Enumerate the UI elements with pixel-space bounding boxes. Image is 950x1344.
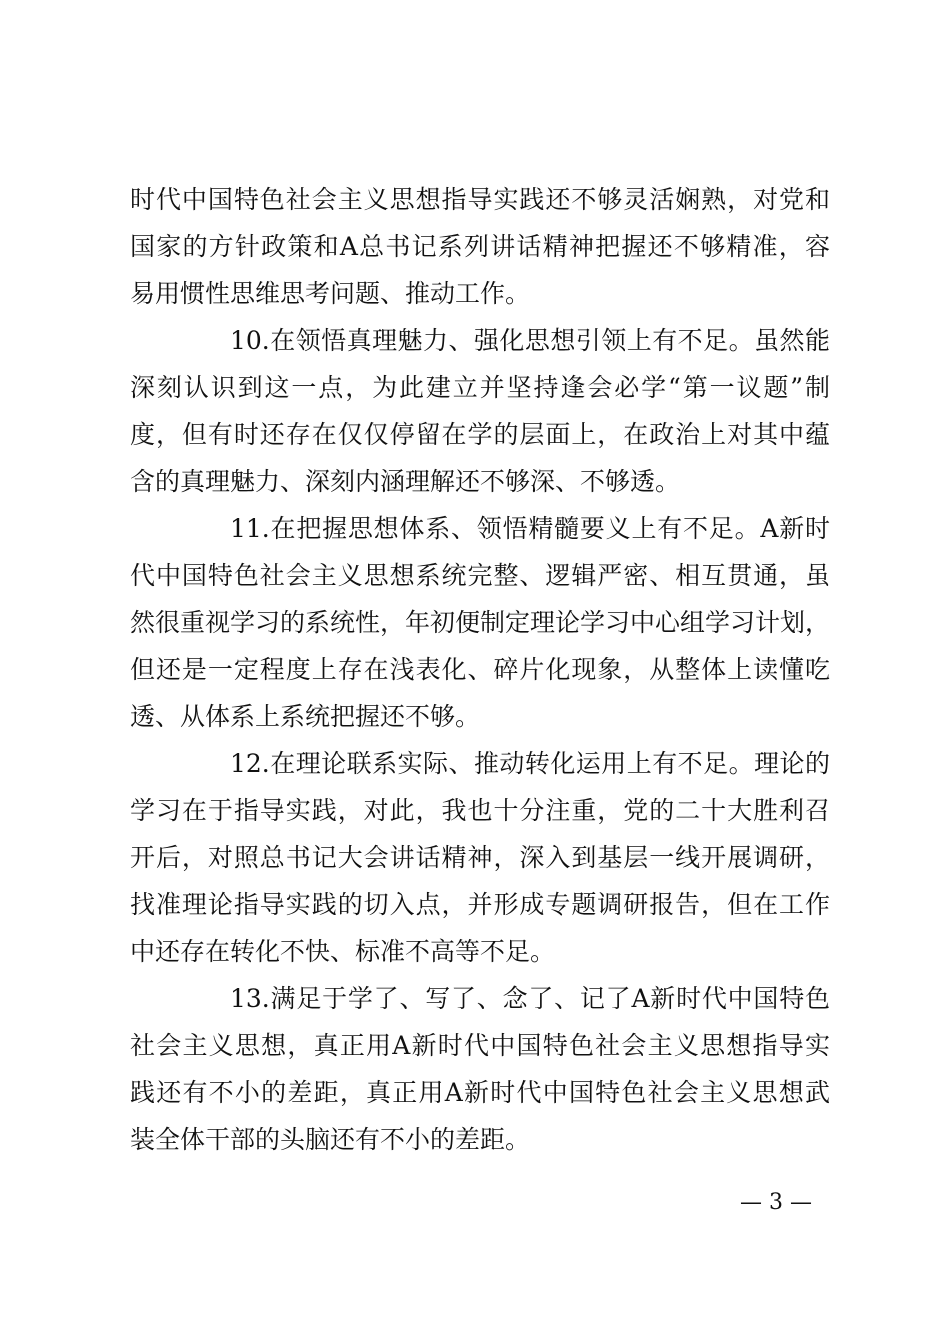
text-line: 然很重视学习的系统性，年初便制定理论学习中心组学习计划， <box>130 608 831 637</box>
text-line: 装全体干部的头脑还有不小的差距。 <box>130 1125 531 1154</box>
text-line: 学习在于指导实践，对此，我也十分注重，党的二十大胜利召 <box>130 796 830 825</box>
text-line: 度，但有时还存在仅仅停留在学的层面上，在政治上对其中蕴 <box>130 420 830 449</box>
text-line: 践还有不小的差距，真正用A新时代中国特色社会主义思想武 <box>130 1078 830 1107</box>
paragraph-heading-line: 13.满足于学了、写了、念了、记了A新时代中国特色 <box>230 984 830 1013</box>
page-number: — 3 — <box>740 1190 812 1215</box>
text-line: 代中国特色社会主义思想系统完整、逻辑严密、相互贯通，虽 <box>130 561 830 590</box>
text-line: 找准理论指导实践的切入点，并形成专题调研报告，但在工作 <box>130 890 830 919</box>
paragraph-heading-line: 11.在把握思想体系、领悟精髓要义上有不足。A新时 <box>230 514 830 543</box>
paragraph-heading-line: 12.在理论联系实际、推动转化运用上有不足。理论的 <box>230 749 830 778</box>
text-line: 国家的方针政策和A总书记系列讲话精神把握还不够精准，容 <box>130 232 830 261</box>
text-line: 易用惯性思维思考问题、推动工作。 <box>130 279 531 308</box>
text-line: 但还是一定程度上存在浅表化、碎片化现象，从整体上读懂吃 <box>130 655 830 684</box>
document-body <box>130 176 830 1163</box>
text-line: 含的真理魅力、深刻内涵理解还不够深、不够透。 <box>130 467 681 496</box>
text-line: 时代中国特色社会主义思想指导实践还不够灵活娴熟，对党和 <box>130 185 830 214</box>
paragraph-heading-line: 10.在领悟真理魅力、强化思想引领上有不足。虽然能 <box>230 326 830 355</box>
text-line: 社会主义思想，真正用A新时代中国特色社会主义思想指导实 <box>130 1031 830 1060</box>
text-line: 开后，对照总书记大会讲话精神，深入到基层一线开展调研， <box>130 843 830 872</box>
text-line: 中还存在转化不快、标准不高等不足。 <box>130 937 556 966</box>
text-line: 深刻认识到这一点，为此建立并坚持逢会必学“第一议题”制 <box>130 373 830 402</box>
text-line: 透、从体系上系统把握还不够。 <box>130 702 481 731</box>
